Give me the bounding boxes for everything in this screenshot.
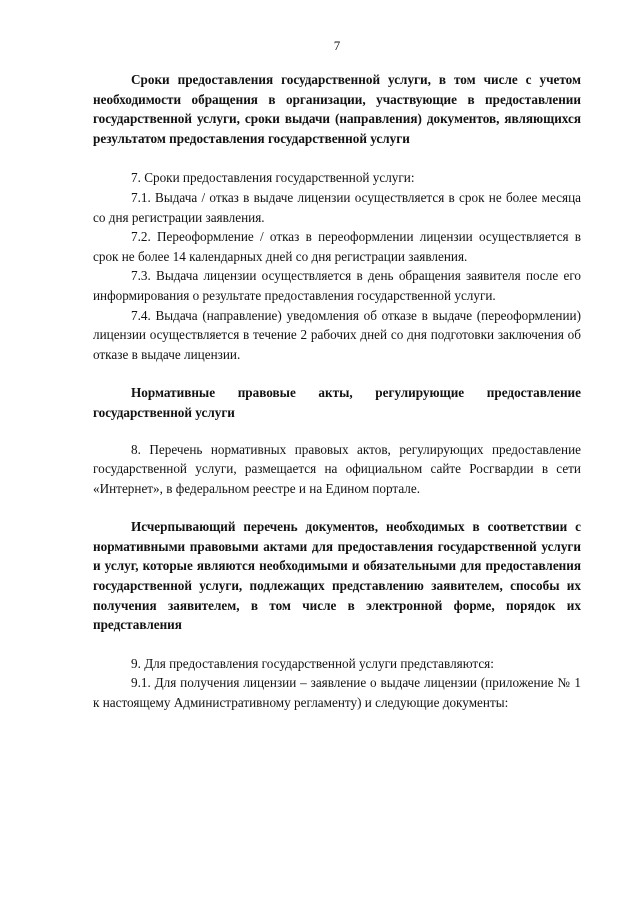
section-heading-terms — [93, 70, 581, 148]
paragraph-9: 9. Для предоставления государственной услуги представляются: — [131, 655, 494, 671]
paragraph-7-2: 7.2. Переоформление / отказ в переоформлении лицензии осуществляется в срок не более 14 календарных дней со дня регистрации заявления. — [93, 229, 581, 264]
paragraph-8: 8. Перечень нормативных правовых актов, регулирующих предоставление государственной услуги, размещается на официальном сайте Росгвардии в сети «Интернет», в федеральном реестре и на Едином портале. — [93, 441, 581, 496]
paragraph-9-1: 9.1. Для получения лицензии – заявление о выдаче лицензии (приложение № 1 к настоящему Административному регламенту) и следующие документы: — [93, 675, 581, 711]
heading-text: Нормативные правовые акты, регулирующие предоставление государственной услуги — [93, 385, 581, 420]
heading-text: Исчерпывающий перечень документов, необходимых в соответствии с нормативными правовыми актами для предоставления государственной услуги и услуг, которые являются необходимыми и обязательными для предоставления государственной услуги, подлежащих представлению заявителем, способы их получения заявителем, в том числе в электронной форме, порядок их представления — [93, 519, 581, 633]
section-heading-legal-acts — [93, 383, 581, 422]
paragraph-7-3: 7.3. Выдача лицензии осуществляется в день обращения заявителя после его информирования о результате предоставления государственной услуги. — [93, 268, 581, 303]
paragraph-7: 7. Сроки предоставления государственной услуги: — [131, 170, 415, 186]
paragraph-7-4: 7.4. Выдача (направление) уведомления об отказе в выдаче (переоформлении) лицензии осуществляется в течение 2 рабочих дней со дня подготовки заключения об отказе в выдаче лицензии. — [93, 307, 581, 362]
page-number: 7 — [333, 38, 341, 53]
paragraph-7-1: 7.1. Выдача / отказ в выдаче лицензии осуществляется в срок не более месяца со дня регистрации заявления. — [93, 189, 581, 225]
section-heading-documents — [93, 517, 581, 635]
heading-text: Сроки предоставления государственной услуги, в том числе с учетом необходимости обращения в организации, участвующие в предоставлении государственной услуги, сроки выдачи (направления) документов, являющихся результатом предоставления государственной услуги — [93, 72, 581, 146]
